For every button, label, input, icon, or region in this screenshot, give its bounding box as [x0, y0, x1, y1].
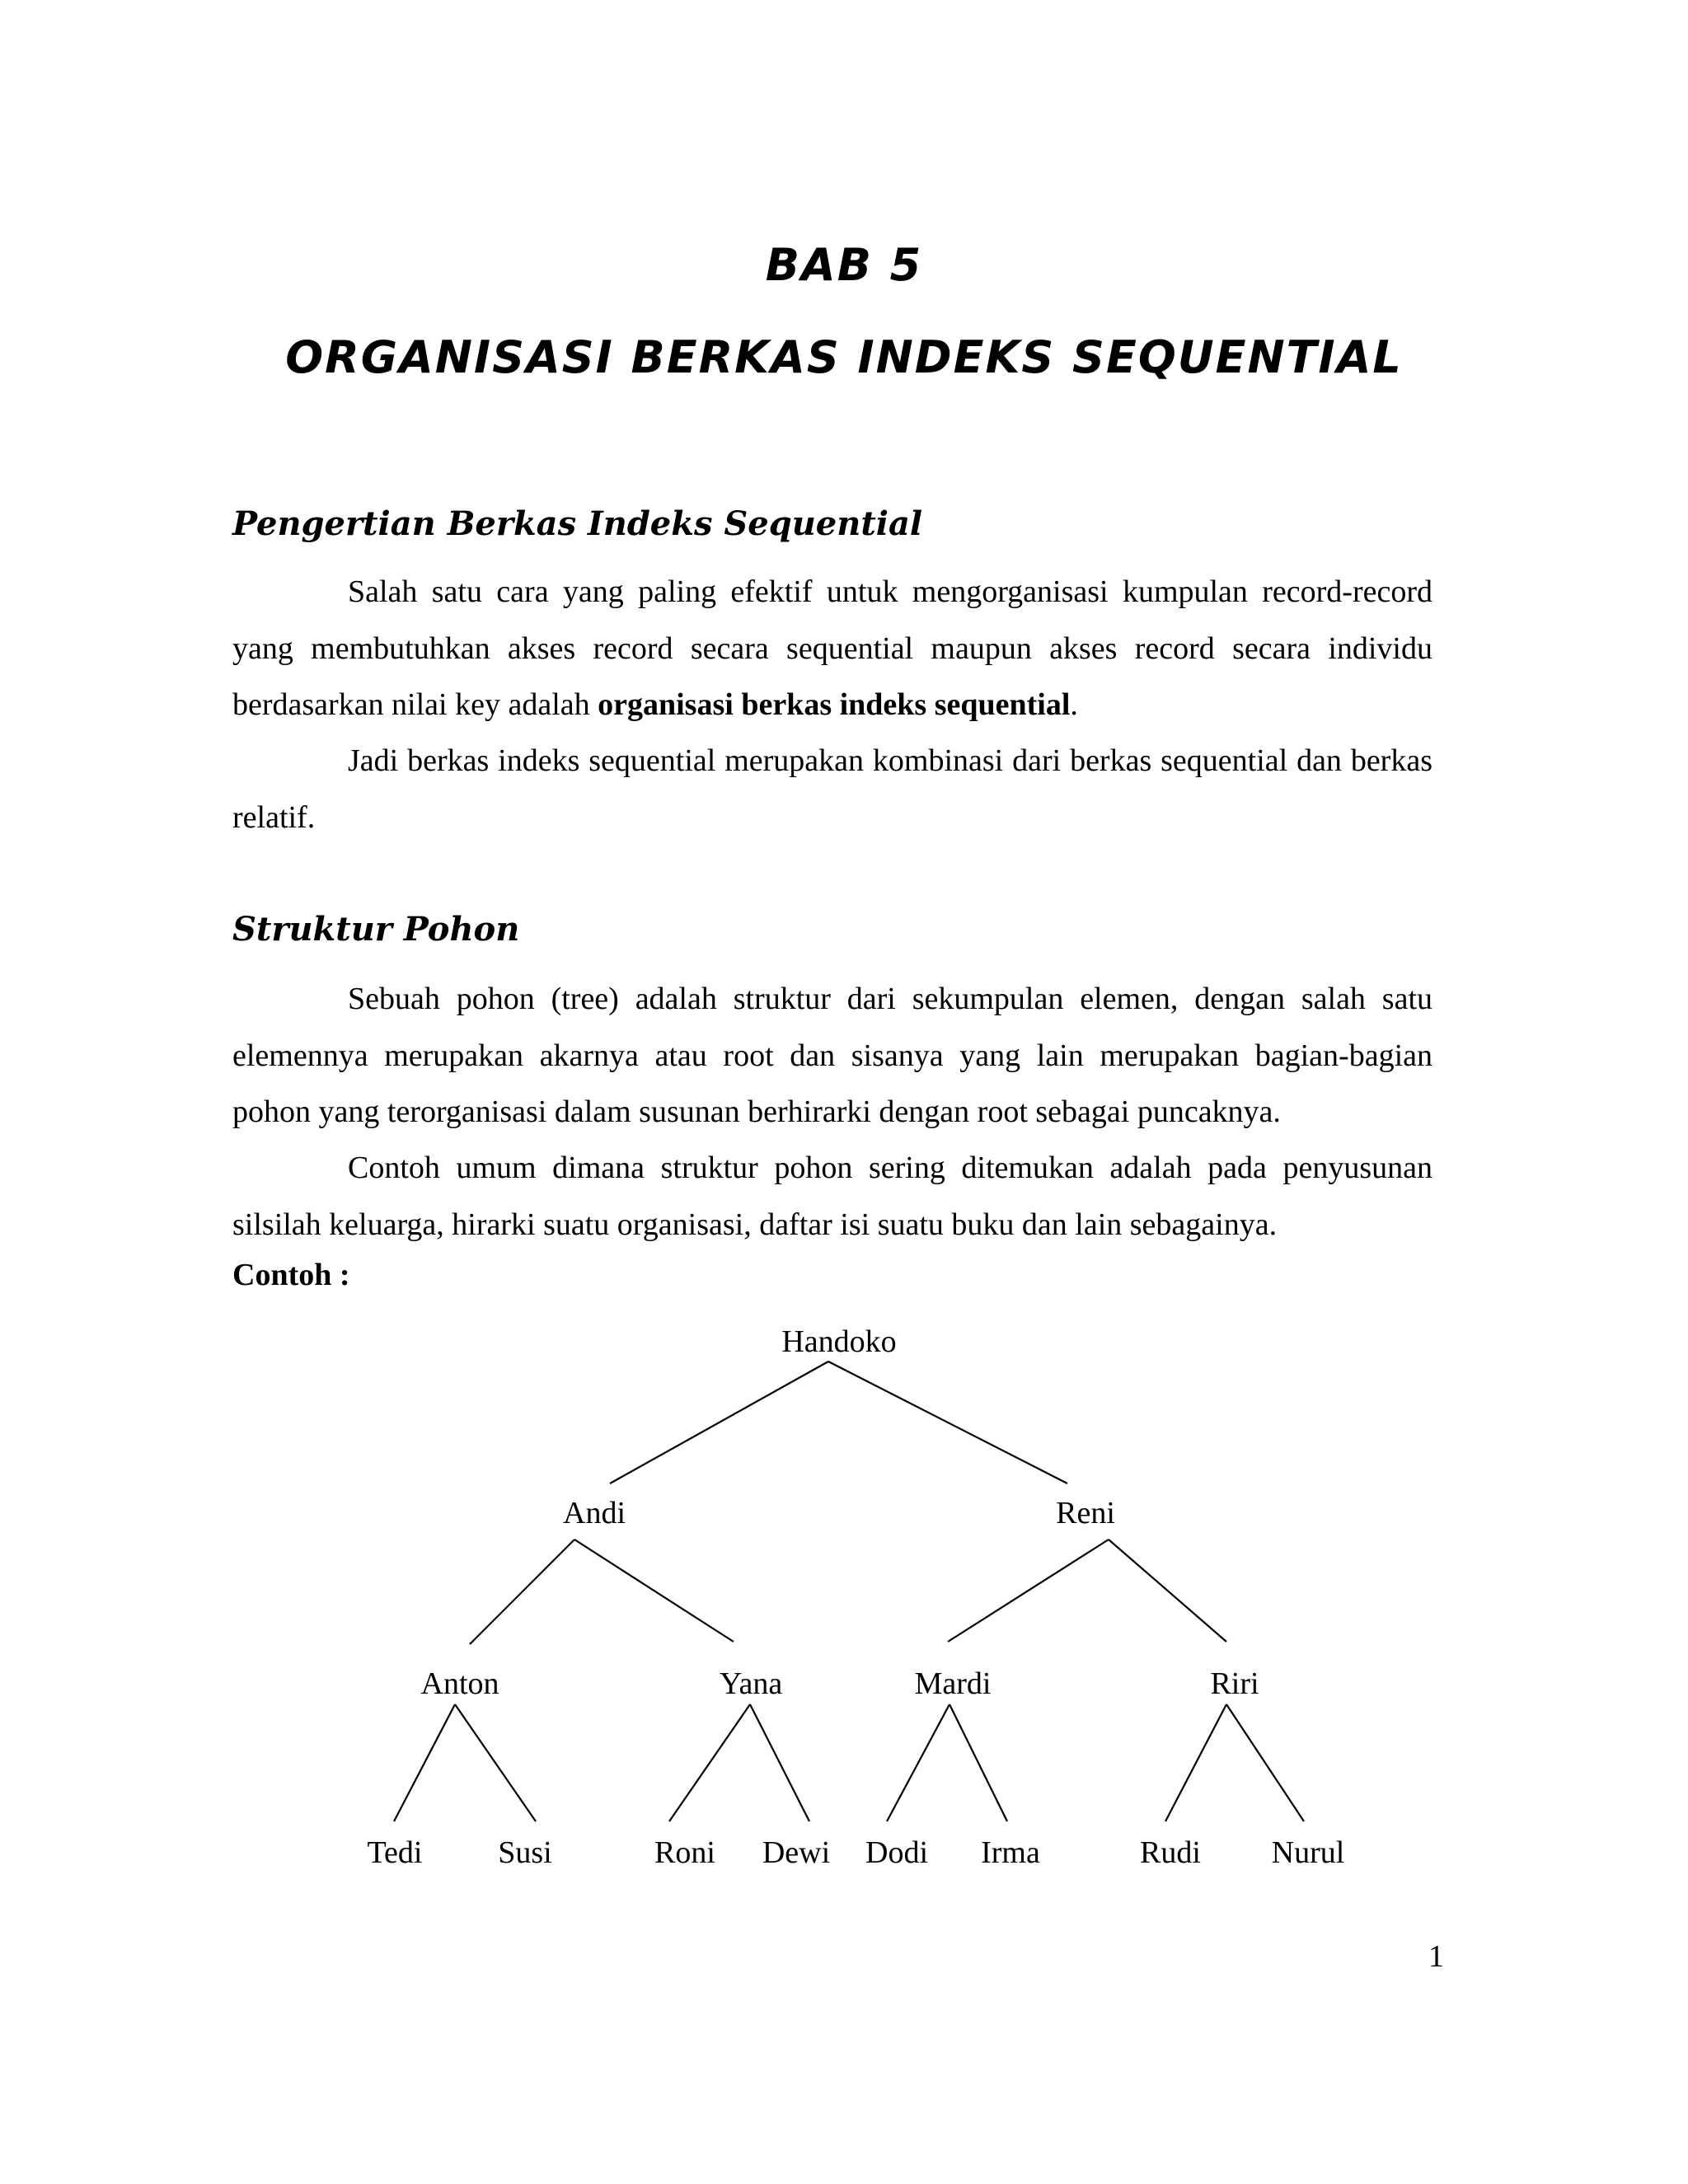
tree-edge [887, 1704, 950, 1821]
tree-node: Roni [654, 1835, 715, 1870]
tree-node: Yana [719, 1666, 783, 1701]
tree-node: Dewi [762, 1835, 831, 1870]
tree-edge [948, 1540, 1109, 1642]
section-heading-struktur-pohon: Struktur Pohon [232, 910, 520, 949]
page-number: 1 [1428, 1939, 1444, 1974]
tree-edge [950, 1704, 1007, 1821]
tree-edge [828, 1361, 1067, 1483]
paragraph-combination: Jadi berkas indeks sequential merupakan kombinasi dari berkas sequential dan berkas relatif. [232, 743, 1432, 835]
tree-node: Andi [563, 1496, 626, 1530]
paragraph-text: Salah satu cara yang paling efektif untuk mengorganisasi kumpulan record-record yang membutuhkan akses record secara sequential maupun akses record secara individu berdasarkan nilai key adalah [232, 574, 1432, 722]
paragraph-tree-definition: Sebuah pohon (tree) adalah struktur dari sekumpulan elemen, dengan salah satu elemennya merupakan akarnya atau root dan sisanya yang lain merupakan bagian-bagian pohon yang terorganisasi dalam susunan berhirarki dengan root sebagai puncaknya. [232, 982, 1432, 1129]
tree-edge [1109, 1540, 1226, 1642]
tree-node-root: Handoko [781, 1324, 897, 1359]
tree-node: Anton [420, 1666, 499, 1701]
tree-edge [669, 1704, 750, 1821]
tree-node: Susi [498, 1835, 552, 1870]
tree-edge [470, 1540, 574, 1644]
tree-edge [394, 1704, 455, 1821]
tree-edge [750, 1704, 809, 1821]
chapter-title: ORGANISASI BERKAS INDEKS SEQUENTIAL [285, 331, 1403, 383]
tree-edge [1226, 1704, 1304, 1821]
tree-node: Reni [1056, 1496, 1115, 1530]
tree-node: Rudi [1140, 1835, 1201, 1870]
example-label: Contoh : [232, 1258, 350, 1292]
tree-edge [610, 1361, 828, 1483]
tree-node: Dodi [865, 1835, 928, 1870]
section-heading-pengertian: Pengertian Berkas Indeks Sequential [232, 504, 923, 543]
paragraph-punctuation: . [1070, 687, 1078, 722]
tree-edge [1165, 1704, 1226, 1821]
tree-edge [574, 1540, 734, 1642]
tree-node: Mardi [914, 1666, 992, 1701]
tree-edge [455, 1704, 536, 1821]
chapter-number: BAB 5 [765, 239, 923, 291]
tree-node: Irma [981, 1835, 1040, 1870]
paragraph-tree-examples: Contoh umum dimana struktur pohon sering ditemukan adalah pada penyusunan silsilah keluarga, hirarki suatu organisasi, daftar isi suatu buku dan lain sebagainya. [232, 1151, 1432, 1242]
bold-term: organisasi berkas indeks sequential [598, 687, 1071, 722]
tree-node: Tedi [367, 1835, 423, 1870]
tree-node: Nurul [1271, 1835, 1345, 1870]
tree-node: Riri [1210, 1666, 1259, 1701]
